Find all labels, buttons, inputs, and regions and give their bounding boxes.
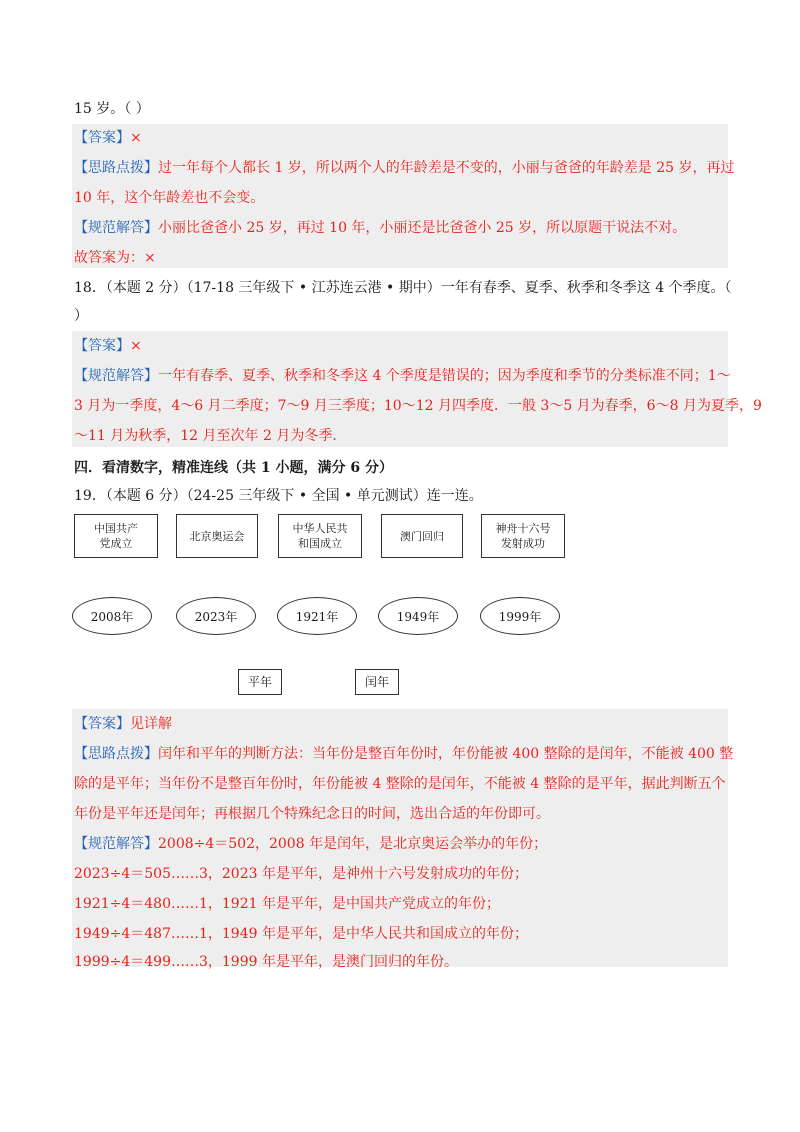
q19-solution-line3: 1921÷4＝480……1，1921 年是平年，是中国共产党成立的年份；: [74, 896, 500, 912]
q19-hint-line2: 除的是平年；当年份不是整百年份时，年份能被 4 整除的是闰年，不能被 4 整除的是平年，据此判断五个: [74, 776, 726, 792]
q17-hint: [74, 159, 735, 177]
event-label: 党成立: [99, 537, 133, 550]
leap-year-box: 闰年: [355, 669, 399, 695]
hint-tag: 【思路点拨】: [74, 746, 158, 762]
solution-text: 2008÷4＝502，2008 年是闰年，是北京奥运会举办的年份；: [158, 836, 548, 852]
q17-tail: 15 岁。（ ）: [74, 101, 150, 117]
event-box: [481, 514, 565, 558]
q18-solution: [74, 367, 731, 385]
hint-tag: 【思路点拨】: [74, 160, 158, 176]
q19-answer: [74, 715, 172, 733]
hint-text: 过一年每个人都长 1 岁，所以两个人的年龄差是不变的，小丽与爸爸的年龄差是 25 岁，再过: [158, 160, 735, 176]
event-label: 澳门回归: [400, 529, 444, 543]
solution-tag: 【规范解答】: [74, 836, 158, 852]
solution-text: 小丽比爸爸小 25 岁，再过 10 年，小丽还是比爸爸小 25 岁，所以原题干说法不对。: [158, 220, 687, 236]
q18-question-line2: ）: [74, 308, 88, 324]
solution-tag: 【规范解答】: [74, 368, 158, 384]
q19-hint-line3: 年份是平年还是闰年；再根据几个特殊纪念日的时间，选出合适的年份即可。: [74, 806, 550, 822]
event-label: 北京奥运会: [189, 529, 245, 543]
answer-tag: 【答案】: [74, 130, 130, 146]
q18-question: 18．（本题 2 分）（17-18 三年级下 • 江苏连云港 • 期中）一年有春季、夏季、秋季和冬季这 4 个季度。（: [74, 280, 732, 296]
event-box: [74, 514, 158, 558]
q19-solution: [74, 835, 547, 853]
section-title: 四．看清数字，精准连线（共 1 小题，满分 6 分）: [74, 460, 393, 476]
solution-tag: 【规范解答】: [74, 220, 158, 236]
q17-final: 故答案为：×: [74, 250, 156, 266]
q19-solution-line5: 1999÷4＝499……3，1999 年是平年，是澳门回归的年份。: [74, 954, 458, 970]
event-label: 和国成立: [298, 537, 342, 550]
q17-solution: [74, 219, 686, 237]
q19-solution-line4: 1949÷4＝487……1，1949 年是平年，是中华人民共和国成立的年份；: [74, 926, 528, 942]
answer-tag: 【答案】: [74, 716, 130, 732]
q17-answer: [74, 129, 142, 147]
q17-hint-line2: 10 年，这个年龄差也不会变。: [74, 190, 265, 206]
q18-solution-line3: ～11 月为秋季，12 月至次年 2 月为冬季．: [74, 428, 347, 444]
q18-answer: [74, 337, 142, 355]
year-oval: 2023年: [176, 597, 256, 635]
event-label: 中华人民共: [292, 522, 348, 535]
solution-text: 一年有春季、夏季、秋季和冬季这 4 个季度是错误的；因为季度和季节的分类标准不同；1～: [158, 368, 731, 384]
event-label: 发射成功: [501, 537, 545, 550]
q19-hint: [74, 745, 733, 763]
event-box: [176, 514, 258, 558]
q19-solution-line2: 2023÷4＝505……3，2023 年是平年，是神州十六号发射成功的年份；: [74, 866, 528, 882]
answer-value: 见详解: [130, 716, 172, 732]
year-oval: 2008年: [72, 597, 152, 635]
event-box: [381, 514, 463, 558]
year-oval: 1921年: [277, 597, 357, 635]
event-box: [278, 514, 362, 558]
q19-question: 19．（本题 6 分）（24-25 三年级下 • 全国 • 单元测试）连一连。: [74, 488, 483, 504]
year-oval: 1949年: [378, 597, 458, 635]
event-label: 中国共产: [94, 522, 138, 535]
answer-value: ×: [130, 338, 142, 354]
year-oval: 1999年: [480, 597, 560, 635]
hint-text: 闰年和平年的判断方法：当年份是整百年份时，年份能被 400 整除的是闰年，不能被 400 整: [158, 746, 734, 762]
answer-tag: 【答案】: [74, 338, 130, 354]
answer-value: ×: [130, 130, 142, 146]
q18-solution-line2: 3 月为一季度，4～6 月二季度；7～9 月三季度；10～12 月四季度．一般 3～5 月为春季，6～8 月为夏季，9: [74, 398, 762, 414]
event-label: 神舟十六号: [495, 522, 551, 535]
common-year-box: 平年: [238, 669, 282, 695]
